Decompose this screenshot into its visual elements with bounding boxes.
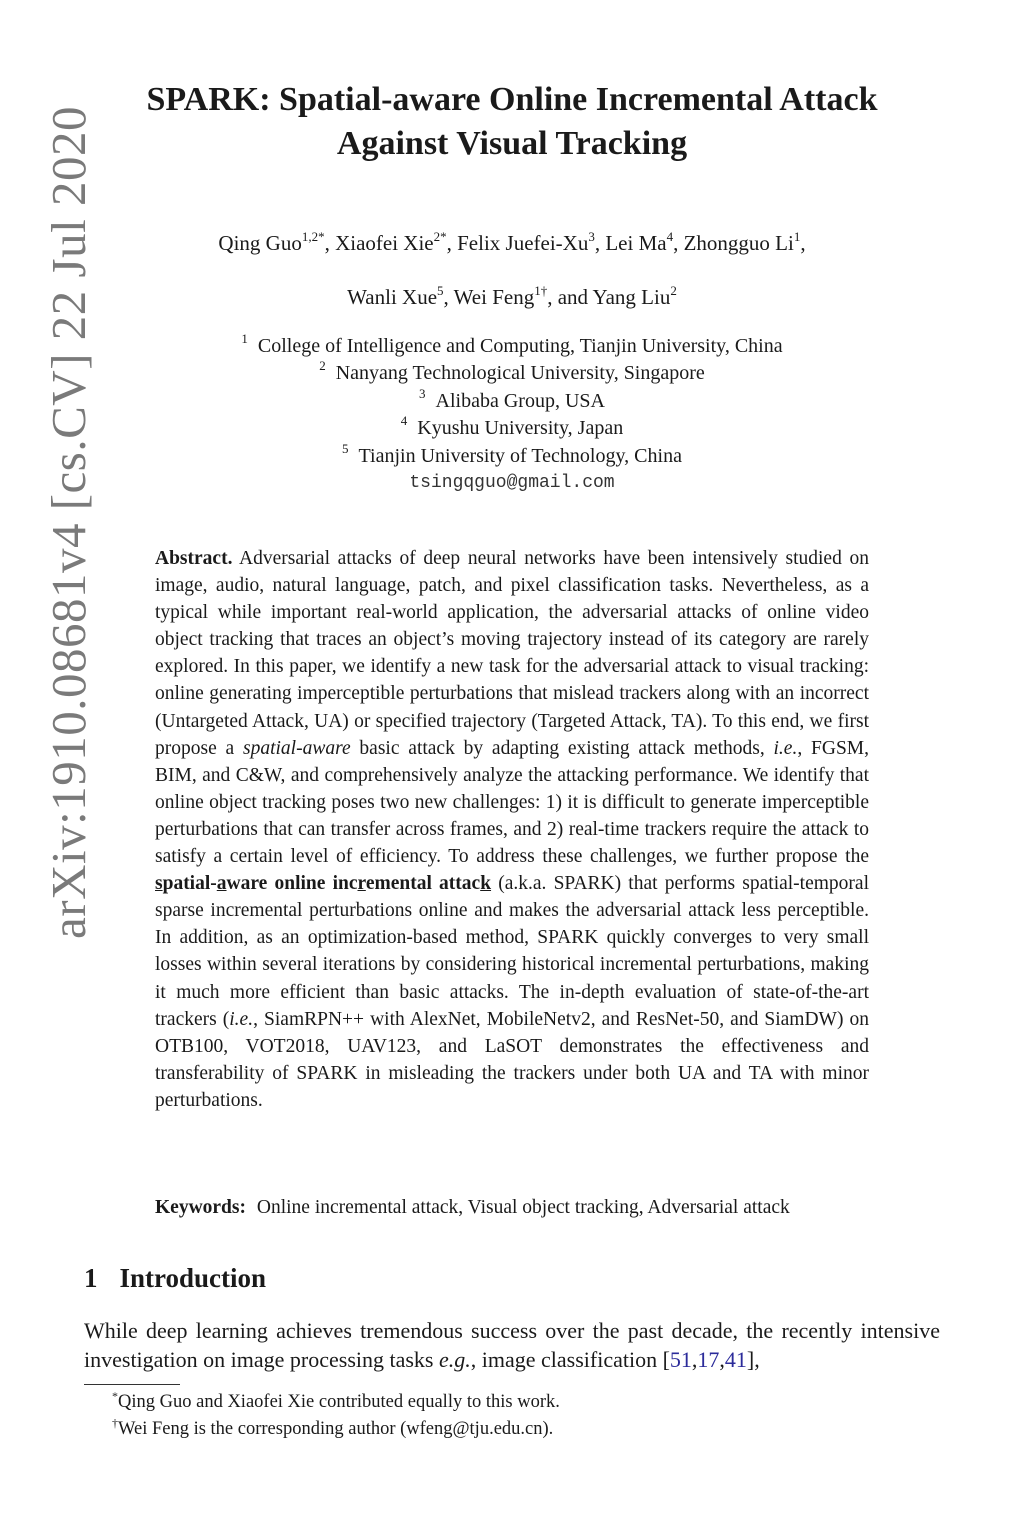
section-number: 1 [84,1263,98,1293]
intro-text: , image classification [ [470,1347,670,1372]
author-affiliation-mark: 1,2* [301,229,325,244]
intro-emphasis: e.g. [439,1347,471,1372]
abstract-text: basic attack by adapting existing attack methods, [359,737,765,759]
author-affiliation-mark: 5 [437,283,444,298]
author-affiliation-mark: 2 [670,283,677,298]
affiliation-item [100,415,924,442]
keywords-label: Keywords: [155,1197,246,1218]
footnote-mark: * [112,1389,118,1403]
affiliation-number: 2 [319,358,326,374]
affiliation-item [100,333,924,360]
section-heading [84,1261,266,1295]
arxiv-identifier [18,92,118,952]
author-line-2: Wanli Xue$^5$, Wei Feng$^{1\dagger}$, and Yang Liu$^2$ [347,283,677,309]
author-name: Lei Ma [605,231,667,255]
footnote-text: Wei Feng is the corresponding author (wfeng@tju.edu.cn). [118,1419,554,1439]
footnote-mark: † [112,1416,118,1430]
paper-title [100,78,924,166]
spark-initial: s [155,873,163,895]
title-line-1: SPARK: Spatial-aware Online Incremental Attack [146,81,878,118]
footnote-text: Qing Guo and Xiaofei Xie contributed equally to this work. [118,1392,560,1412]
abstract [155,545,869,1114]
affiliation-item [100,440,924,470]
footnote-item [112,1416,912,1443]
arxiv-identifier-text: arXiv:1910.08681v4 [cs.CV] 22 Jul 2020 [40,105,96,939]
intro-paragraph: While deep learning achieves tremendous success over the past decade, the recently intensive investigation on image processing tasks e.g., image classification [51,17,41], [84,1318,940,1372]
footnotes [112,1389,912,1443]
title-line-2: Against Visual Tracking [336,125,688,162]
affiliation-text: Alibaba Group, USA [435,389,605,412]
abstract-text: , FGSM, BIM, and C&W, and comprehensively analyze the attacking performance. We identify that online object tracking poses two new challenges: 1) it is difficult to generate imperceptible perturbations that can transfer across frames, and 2) real-time trackers require the attack to satisfy a certain level of efficiency. To address these challenges, we further propose the [155,737,870,868]
author-conjunction: and [557,285,589,309]
affiliation-item [100,360,924,387]
spark-initial: k [480,873,492,895]
author-name: Zhongguo Li [683,231,794,255]
contact-email[interactable]: tsingqguo@gmail.com [409,473,615,494]
author-name: Qing Guo [218,231,302,255]
abstract-emphasis: i.e. [229,1008,254,1030]
spark-initial: r [357,873,366,895]
abstract-text: Adversarial attacks of deep neural networks have been intensively studied on image, audio, natural language, patch, and pixel classification tasks. Nevertheless, as a typical while important real-world application, the adversarial attacks of online video object tracking that traces an object’s moving trajectory instead of its category are rarely explored. In this paper, we identify a new task for the adversarial attack to visual tracking: online generating imperceptible perturbations that mislead trackers along with an incorrect (Untargeted Attack, UA) or specified trajectory (Targeted Attack, TA). To this end, we first propose a [155,548,869,759]
abstract-text: (a.k.a. SPARK) that performs spatial-temporal sparse incremental perturbations online and makes the adversarial attack less perceptible. In addition, as an optimization-based method, SPARK quickly converges to very small losses within several iterations by considering historical incremental perturbations, making it much more efficient than basic attacks. The in-depth evaluation of state-of-the-art trackers ( [155,873,869,1030]
author-affiliation-mark: 3 [588,229,595,244]
author-name: Wanli Xue [347,285,438,309]
citation-link[interactable]: 41 [724,1347,747,1372]
author-affiliation-mark: 4 [666,229,674,244]
spark-initial: a [216,873,227,895]
author-name: Wei Feng [453,285,535,309]
author-name: Yang Liu [592,285,671,309]
intro-text: ], [746,1347,760,1372]
author-affiliation-mark: 1 [793,229,801,244]
spark-name-part: ware online inc [226,873,358,895]
keywords-text: Online incremental attack, Visual object tracking, Adversarial attack [256,1197,790,1218]
abstract-emphasis: spatial-aware [243,737,351,759]
section-title: Introduction [119,1263,267,1293]
abstract-label: Abstract. [155,548,233,569]
affiliation-text: Kyushu University, Japan [417,417,624,440]
author-name: Felix Juefei-Xu [457,231,589,255]
spark-name-part: patial- [162,873,217,895]
affiliation-number: 1 [241,331,248,346]
affiliation-text: Nanyang Technological University, Singapore [335,362,705,385]
author-affiliation-mark: 2* [433,229,447,244]
keywords [155,1194,869,1221]
footnote-item [112,1389,912,1416]
abstract-emphasis: i.e. [773,737,798,759]
affiliation-list [100,333,924,497]
affiliation-item [100,385,924,415]
author-name: Xiaofei Xie [335,231,434,255]
abstract-text: , SiamRPN++ with AlexNet, MobileNetv2, and ResNet-50, and SiamDW) on OTB100, VOT2018, UAV123, and LaSOT demonstrates the effectiveness and transferability of SPARK in misleading the trackers under both UA and TA with minor perturbations. [155,1008,869,1111]
affiliation-number: 5 [342,440,349,456]
affiliation-text: Tianjin University of Technology, China [358,444,682,467]
spark-method-name [155,873,491,894]
author-affiliation-mark: 1† [534,283,548,298]
affiliation-number: 4 [400,413,408,429]
affiliation-text: College of Intelligence and Computing, Tianjin University, China [257,335,783,357]
citation-link[interactable]: 51 [669,1347,692,1372]
author-line-1: Qing Guo$^{1,2*}$, Xiaofei Xie$^{2*}$, Felix Juefei-Xu$^3$, Lei Ma$^4$, Zhongguo Li$^1$, [218,229,806,255]
spark-name-part: emental attac [365,873,481,895]
affiliation-number: 3 [419,385,426,401]
citation-link[interactable]: 17 [697,1347,720,1372]
footnote-divider [84,1384,180,1385]
intro-text: While deep learning achieves tremendous success over the past decade, the recently intensive investigation on image processing tasks [84,1318,940,1372]
author-list [100,226,924,314]
